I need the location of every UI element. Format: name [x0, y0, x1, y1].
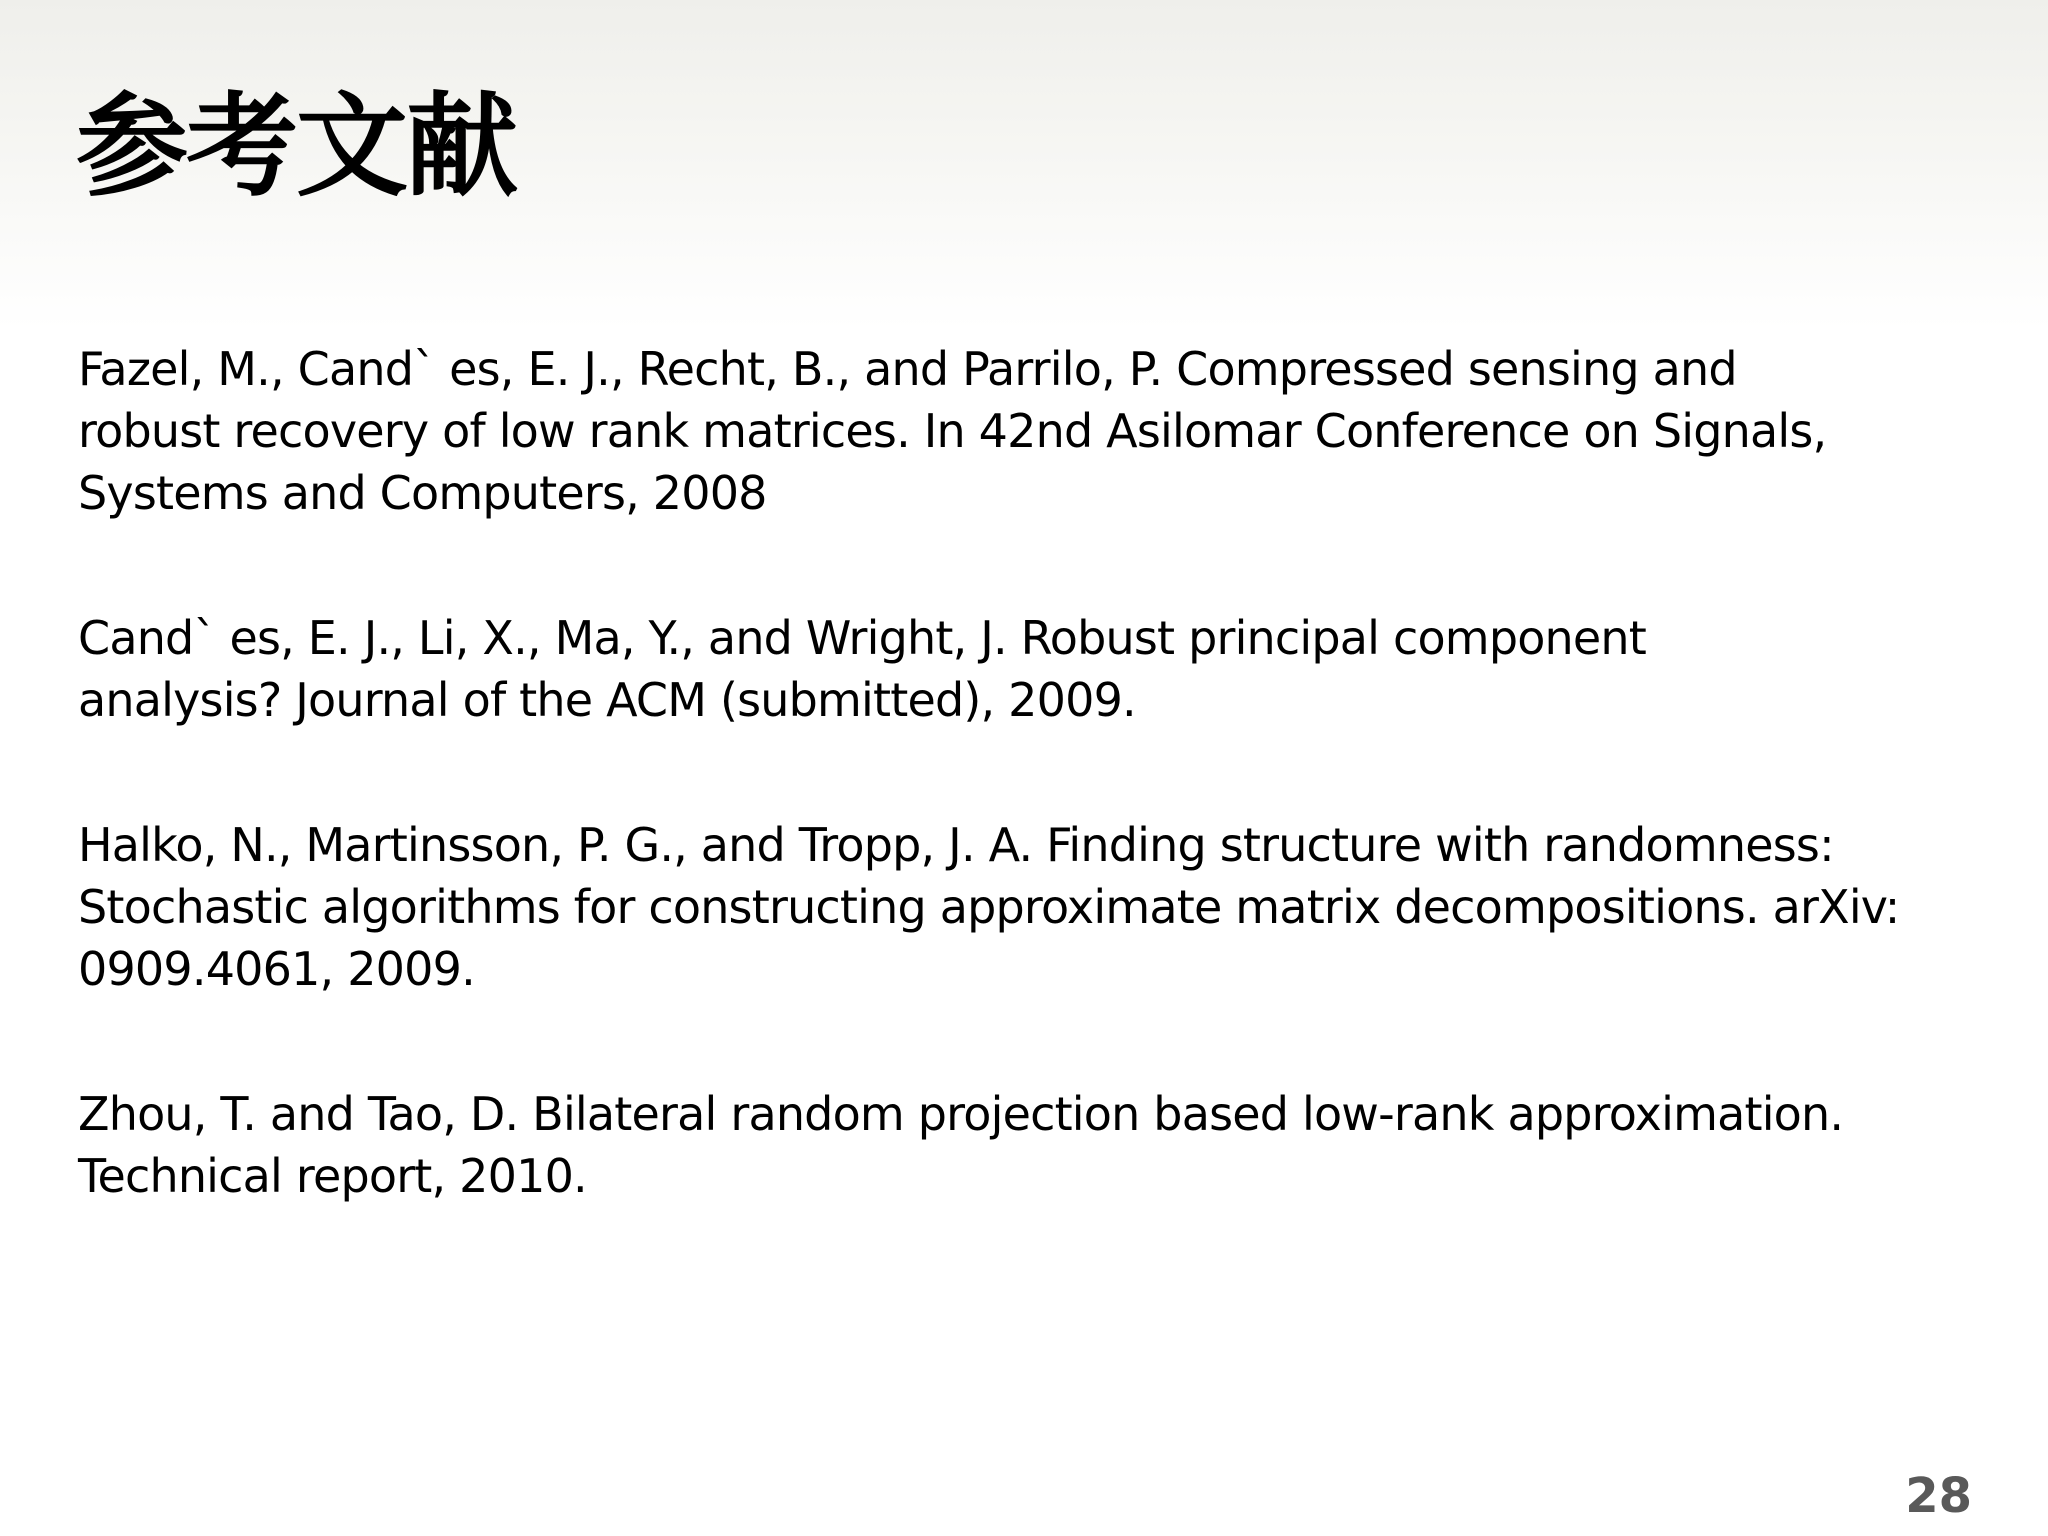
reference-item	[78, 814, 1978, 1000]
reference-line: Fazel, M., Cand` es, E. J., Recht, B., and Parrilo, P. Compressed sensing and	[78, 342, 1737, 396]
reference-line: 0909.4061, 2009.	[78, 942, 475, 996]
reference-line: analysis? Journal of the ACM (submitted), 2009.	[78, 673, 1136, 727]
reference-item	[78, 1083, 1978, 1207]
reference-line: Zhou, T. and Tao, D. Bilateral random projection based low-rank approximation.	[78, 1087, 1844, 1141]
reference-line: Halko, N., Martinsson, P. G., and Tropp, J. A. Finding structure with randomness:	[78, 818, 1834, 872]
reference-line: Cand` es, E. J., Li, X., Ma, Y., and Wright, J. Robust principal component	[78, 611, 1647, 665]
reference-line: Systems and Computers, 2008	[78, 466, 767, 520]
reference-line: Stochastic algorithms for constructing approximate matrix decompositions. arXiv:	[78, 880, 1900, 934]
reference-line: Technical report, 2010.	[78, 1149, 587, 1203]
slide-title: 参考文献	[76, 82, 516, 212]
reference-list	[78, 338, 1978, 1290]
reference-line: robust recovery of low rank matrices. In 42nd Asilomar Conference on Signals,	[78, 404, 1827, 458]
reference-item	[78, 607, 1978, 731]
reference-item	[78, 338, 1978, 524]
page-number: 28	[1905, 1468, 1972, 1524]
